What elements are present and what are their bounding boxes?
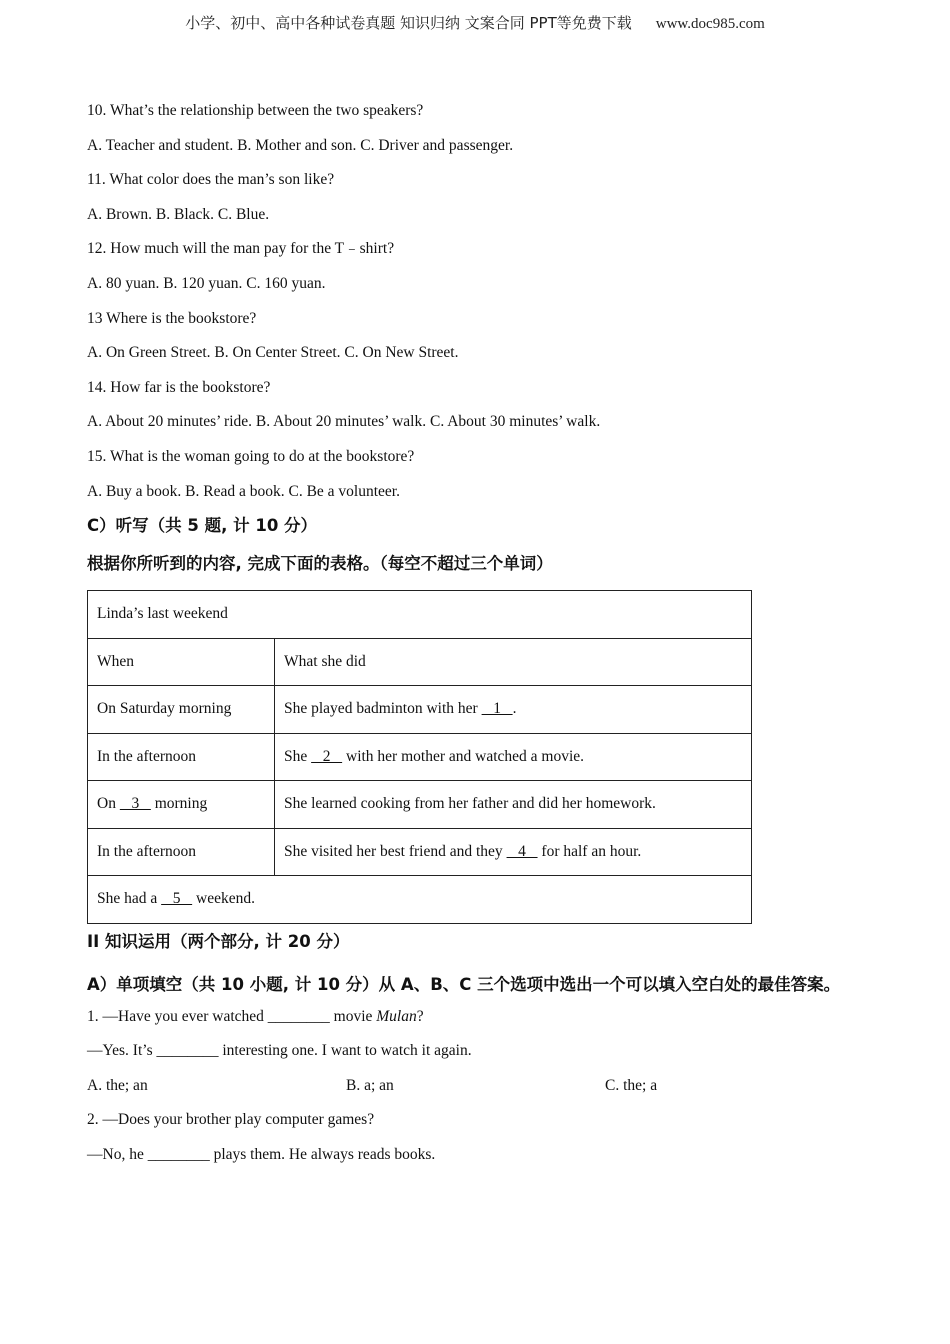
option-c: C. the; a bbox=[605, 1076, 658, 1094]
question-13: 13 Where is the bookstore? bbox=[87, 309, 257, 327]
option-a: A. the; an bbox=[87, 1076, 148, 1094]
dictation-table bbox=[87, 590, 752, 924]
mcq-question-2-line2: —No, he ________ plays them. He always reads books. bbox=[87, 1146, 436, 1163]
options-14: A. About 20 minutes’ ride. B. About 20 minutes’ walk. C. About 30 minutes’ walk. bbox=[87, 413, 601, 431]
table-row bbox=[88, 638, 752, 686]
table-cell: On Saturday morning bbox=[88, 686, 275, 734]
table-cell: In the afternoon bbox=[88, 733, 275, 781]
answer-blank-2: 2 bbox=[311, 747, 343, 765]
cell-text: On bbox=[97, 795, 120, 813]
cell-text: with her mother and watched a movie. bbox=[342, 747, 585, 765]
question-text: ? bbox=[416, 1007, 424, 1025]
movie-title: Mulan bbox=[376, 1007, 417, 1025]
answer-blank-5: 5 bbox=[161, 890, 193, 908]
page-header bbox=[0, 12, 950, 33]
question-12: 12. How much will the man pay for the T﹣shirt? bbox=[87, 240, 395, 258]
answer-blank-4: 4 bbox=[506, 842, 538, 860]
options-12: A. 80 yuan. B. 120 yuan. C. 160 yuan. bbox=[87, 274, 326, 292]
section-c-instruction: 根据你所听到的内容, 完成下面的表格。（每空不超过三个单词） bbox=[87, 554, 553, 574]
table-cell bbox=[88, 781, 275, 829]
cell-text: She bbox=[284, 747, 312, 765]
answer-blank-3: 3 bbox=[119, 795, 151, 813]
question-text: 1. —Have you ever watched ________ movie bbox=[87, 1007, 377, 1025]
mcq-options-1 bbox=[87, 1072, 877, 1107]
table-header-what: What she did bbox=[275, 638, 752, 686]
answer-blank-1: 1 bbox=[481, 700, 513, 718]
cell-text: for half an hour. bbox=[537, 842, 642, 860]
table-cell bbox=[275, 828, 752, 876]
question-10: 10. What’s the relationship between the two speakers? bbox=[87, 102, 424, 119]
table-row bbox=[88, 876, 752, 924]
question-15: 15. What is the woman going to do at the bookstore? bbox=[87, 447, 415, 465]
question-14: 14. How far is the bookstore? bbox=[87, 378, 271, 396]
document-body bbox=[87, 97, 877, 1176]
table-row bbox=[88, 733, 752, 781]
table-cell: She learned cooking from her father and did her homework. bbox=[275, 781, 752, 829]
section-c-title: C）听写（共 5 题, 计 10 分） bbox=[87, 516, 318, 536]
option-b: B. a; an bbox=[346, 1076, 394, 1094]
header-text: 小学、初中、高中各种试卷真题 知识归纳 文案合同 PPT等免费下载 bbox=[185, 14, 632, 32]
table-cell bbox=[275, 686, 752, 734]
options-10: A. Teacher and student. B. Mother and son. C. Driver and passenger. bbox=[87, 136, 514, 154]
section-a-instruction: A）单项填空（共 10 小题, 计 10 分）从 A、B、C 三个选项中选出一个可以填入空白处的最佳答案。 bbox=[87, 974, 841, 994]
cell-text: morning bbox=[150, 795, 208, 813]
table-title: Linda’s last weekend bbox=[88, 591, 752, 639]
header-site: www.doc985.com bbox=[655, 16, 765, 32]
table-row bbox=[88, 591, 752, 639]
mcq-question-1-line2: —Yes. It’s ________ interesting one. I want to watch it again. bbox=[87, 1042, 472, 1060]
table-header-when: When bbox=[88, 638, 275, 686]
options-11: A. Brown. B. Black. C. Blue. bbox=[87, 205, 270, 223]
table-cell: In the afternoon bbox=[88, 828, 275, 876]
table-row bbox=[88, 781, 752, 829]
mcq-question-1 bbox=[87, 1003, 877, 1038]
cell-text: She visited her best friend and they bbox=[284, 842, 507, 860]
part-2-title: II 知识运用（两个部分, 计 20 分） bbox=[87, 931, 350, 951]
options-13: A. On Green Street. B. On Center Street. C. On New Street. bbox=[87, 344, 459, 362]
table-row bbox=[88, 686, 752, 734]
mcq-question-2: 2. —Does your brother play computer games? bbox=[87, 1111, 375, 1129]
cell-text: She played badminton with her bbox=[284, 700, 482, 718]
options-15: A. Buy a book. B. Read a book. C. Be a volunteer. bbox=[87, 482, 400, 500]
cell-text: . bbox=[512, 700, 517, 718]
question-11: 11. What color does the man’s son like? bbox=[87, 171, 335, 189]
table-cell bbox=[275, 733, 752, 781]
cell-text: weekend. bbox=[192, 890, 255, 908]
cell-text: She had a bbox=[97, 890, 162, 908]
table-row bbox=[88, 828, 752, 876]
table-footer bbox=[88, 876, 752, 924]
